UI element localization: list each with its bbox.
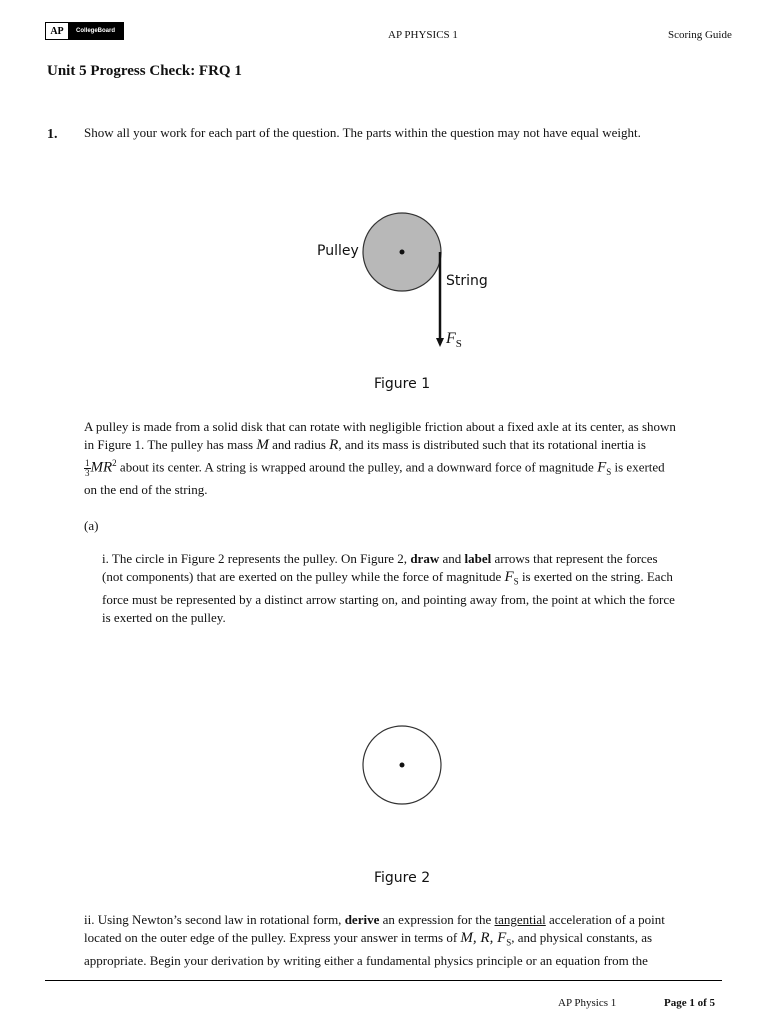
question-instructions: Show all your work for each part of the question. The parts within the question may not have equal weight. bbox=[84, 125, 641, 140]
part-a-ii-line-3: appropriate. Begin your derivation by writing either a fundamental physics principle or an equation from the bbox=[84, 952, 648, 968]
intro-text: is exerted bbox=[611, 459, 665, 475]
force-arrowhead bbox=[436, 338, 444, 347]
force-symbol: F bbox=[597, 459, 607, 476]
part-a-ii-text-span: , and physical constants, as bbox=[511, 930, 653, 945]
mass-symbol: M bbox=[256, 437, 269, 453]
part-a-ii-text bbox=[84, 911, 724, 970]
footer-course: AP Physics 1 bbox=[558, 997, 617, 1009]
footer-divider bbox=[45, 980, 722, 981]
pulley-center-dot bbox=[400, 763, 405, 768]
header-course: AP PHYSICS 1 bbox=[388, 29, 458, 41]
string-label: String bbox=[446, 273, 488, 289]
inertia-exponent: 2 bbox=[112, 458, 117, 468]
fraction-denominator: 3 bbox=[85, 467, 90, 478]
variables-list: M, R, F bbox=[460, 930, 507, 946]
fraction-numerator: 1 bbox=[85, 457, 90, 468]
part-a-ii-text-span: located on the outer edge of the pulley. Express your answer in terms of bbox=[84, 930, 461, 945]
part-a-ii-text-span: an expression for the bbox=[379, 912, 495, 927]
force-subscript: S bbox=[455, 338, 462, 351]
force-subscript: S bbox=[606, 466, 612, 477]
part-a-ii-line-2 bbox=[84, 929, 724, 952]
force-subscript: S bbox=[513, 576, 519, 587]
part-a-i-line-4: is exerted on the pulley. bbox=[102, 609, 226, 625]
footer-page-number: Page 1 of 5 bbox=[664, 997, 716, 1009]
force-symbol: F bbox=[504, 569, 514, 585]
header-guide: Scoring Guide bbox=[668, 29, 732, 41]
part-a-ii-text-span: ii. Using Newton’s second law in rotational form, bbox=[84, 912, 345, 927]
tangential-keyword: tangential bbox=[494, 912, 546, 927]
force-subscript: S bbox=[506, 937, 512, 948]
page-title: Unit 5 Progress Check: FRQ 1 bbox=[47, 63, 242, 79]
intro-text: , and its mass is distributed such that its rotational inertia is bbox=[338, 437, 646, 452]
question-number: 1. bbox=[47, 127, 58, 142]
force-symbol: F bbox=[446, 330, 456, 347]
intro-text: about its center. A string is wrapped around the pulley, and a downward force of magnitude bbox=[116, 459, 598, 475]
inertia-expression: MR bbox=[90, 459, 113, 476]
part-a-i-line-3: force must be represented by a distinct arrow starting on, and pointing away from, the point at which the force bbox=[102, 591, 675, 607]
part-a-ii-line-1 bbox=[84, 911, 724, 929]
derive-keyword: derive bbox=[344, 912, 380, 927]
part-a-text: and bbox=[439, 551, 465, 566]
part-a-text: is exerted on the string. Each bbox=[518, 569, 673, 584]
part-a-i-line-1 bbox=[102, 550, 724, 568]
intro-text: in Figure 1. The pulley has mass bbox=[84, 437, 257, 452]
collegeboard-wordmark: CollegeBoard bbox=[68, 23, 123, 39]
part-a-text: arrows that represent the forces bbox=[491, 551, 658, 566]
intro-line-2 bbox=[84, 436, 724, 454]
intro-line-1: A pulley is made from a solid disk that can rotate with negligible friction about a fixed axle at its center, as shown bbox=[84, 419, 676, 434]
part-a-i-text bbox=[102, 550, 724, 627]
draw-keyword: draw bbox=[410, 551, 440, 566]
figure-2-caption: Figure 2 bbox=[374, 870, 431, 886]
force-fs-label bbox=[446, 330, 462, 350]
label-keyword: label bbox=[464, 551, 492, 566]
intro-line-4: on the end of the string. bbox=[84, 481, 208, 497]
radius-symbol: R bbox=[329, 437, 339, 453]
ap-collegeboard-logo bbox=[45, 22, 124, 40]
part-a-label: (a) bbox=[84, 518, 99, 533]
ap-logo-mark: AP bbox=[46, 23, 68, 39]
pulley-axle bbox=[400, 250, 405, 255]
figure-2-diagram[interactable] bbox=[355, 718, 450, 813]
part-a-text: (not components) that are exerted on the pulley while the force of magnitude bbox=[102, 569, 505, 584]
part-a-text: i. The circle in Figure 2 represents the pulley. On Figure 2, bbox=[102, 551, 411, 566]
pulley-label: Pulley bbox=[317, 243, 359, 259]
intro-line-3 bbox=[84, 454, 724, 481]
part-a-ii-text-span: acceleration of a point bbox=[545, 912, 665, 927]
part-a-i-line-2 bbox=[102, 568, 724, 591]
figure-1-caption: Figure 1 bbox=[374, 376, 431, 392]
intro-text: and radius bbox=[268, 437, 330, 452]
intro-paragraph bbox=[84, 418, 724, 499]
